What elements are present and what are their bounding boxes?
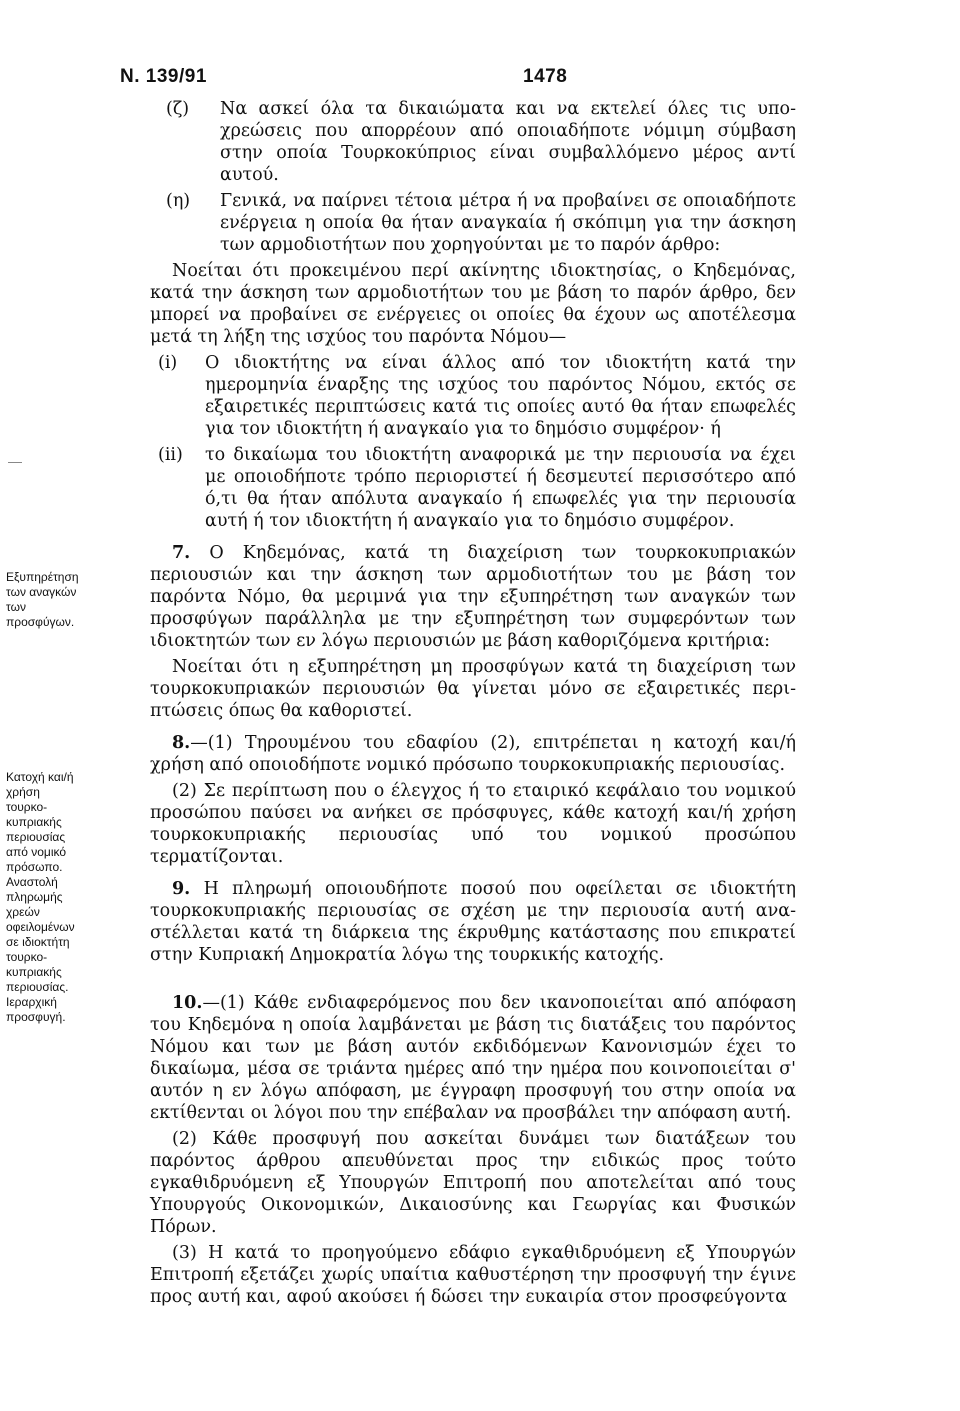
margin-note-line: των αναγκών (6, 585, 77, 599)
margin-note-line: τουρκο- (6, 800, 48, 814)
margin-note-line: περιουσίας (6, 830, 66, 844)
proviso-paragraph: Νοείται ότι προκειμένου περί ακίνητης ιδιοκτησίας, ο Κηδεμόνας, κατά την άσκηση των αρμοδιοτήτων του με βάση το παρόν άρθρο, δεν μπορεί να προβαίνει σε ενέργειες οι οποίες θα έχουν ως αποτέλεσμα μετά τη λήξη της ισχύος του παρόντα Νόμου— (150, 261, 796, 347)
section-10-2: (2) Κάθε προσφυγή που ασκείται δυνάμει των διατάξεων του παρόντος άρθρου απευθύνεται προς την ειδικώς προς τούτο εγκαθιδρυόμενη εξ Υπουργών Επιτροπή που αποτελείται από τους Υπουργούς Οικονομικών, Δικαιοσύνης και Γεωργίας και Φυσικών Πόρων. (150, 1129, 796, 1237)
margin-note-line: τουρκο- (6, 950, 48, 964)
item-label: (η) (166, 191, 191, 211)
margin-note-line: σε ιδιοκτήτη (6, 935, 70, 949)
section-10-1 (150, 992, 796, 1124)
margin-note-line: από νομικό (6, 845, 67, 859)
margin-note-line: προσφύγων. (6, 615, 75, 629)
document-body (150, 98, 796, 1308)
margin-note-services (6, 570, 126, 630)
margin-note-line: χρεών (6, 905, 40, 919)
item-z (150, 98, 796, 186)
margin-note-line: Εξυπηρέτηση (6, 570, 79, 584)
item-h (150, 190, 796, 256)
sub-item-label: (ii) (158, 445, 183, 465)
margin-note-line: χρήση (6, 785, 40, 799)
section-text: Η πληρωμή οποιουδήποτε ποσού που οφείλεται σε ιδιοκτήτη τουρκοκυπριακής περιουσίας σε σχέση με την περιουσία αυτή ανα-στέλλεται κατά τη διάρκεια της έκρυθμης κατάστασης που επικρατεί στην Κυπριακή Δημοκρατία λόγω της τουρκικής κατοχής. (150, 879, 796, 965)
margin-dash (8, 462, 22, 463)
section-8-2: (2) Σε περίπτωση που ο έλεγχος ή το εταιρικό κεφάλαιο του νομικού προσώπου παύσει να ανήκει σε πρόσφυγες, κάθε κατοχή και/ή χρήση τουρκοκυπριακής περιουσίας υπό του νομικού προσώπου τερματίζονται. (150, 781, 796, 867)
margin-note-line: κυπριακής (6, 815, 62, 829)
margin-note-line: πληρωμής (6, 890, 63, 904)
sub-item-ii (150, 444, 796, 532)
section-number: 10. (172, 993, 203, 1013)
section-number: 9. (172, 879, 191, 899)
law-number: N. 139/91 (120, 66, 207, 87)
sub-item-i (150, 352, 796, 440)
section-text: —(1) Τηρουμένου του εδαφίου (2), επιτρέπεται η κατοχή και/ή χρήση από οποιοδήποτε νομικό πρόσωπο τουρκοκυπριακής περιουσίας. (150, 733, 796, 775)
section-7-proviso: Νοείται ότι η εξυπηρέτηση μη προσφύγων κατά τη διαχείριση των τουρκοκυπριακών περιουσιών θα γίνεται μόνο σε εξαιρετικές περι-πτώσεις όπως θα καθοριστεί. (150, 657, 796, 721)
section-text: Ο Κηδεμόνας, κατά τη διαχείριση των τουρκοκυπριακών περιουσιών και την άσκηση των αρμοδιοτήτων του με βάση τον παρόντα Νόμο, θα μεριμνά για την εξυπηρέτηση των αναγκών των προσφύγων παράλληλα με την εξυπηρέτηση των συμφερόντων των ιδιοκτητών των εν λόγω περιουσιών με βάση καθοριζόμενα κριτήρια: (150, 543, 796, 651)
margin-note-occupation (6, 770, 126, 875)
sub-item-text: το δικαίωμα του ιδιοκτήτη αναφορικά με την περιουσία να έχει με οποιοδήποτε τρόπο περιοριστεί ή δεσμευτεί περισσότερο από ό,τι θα ήταν απόλυτα αναγκαίο ή επωφελές για την περιουσία αυτή ή τον ιδιοκτήτη ή αναγκαίο για το δημόσιο συμφέρον. (205, 445, 796, 531)
item-label: (ζ) (166, 99, 190, 119)
margin-notes-lower (6, 770, 126, 1025)
margin-note-line: Κατοχή και/ή (6, 770, 74, 784)
section-9 (150, 878, 796, 966)
item-text: Να ασκεί όλα τα δικαιώματα και να εκτελεί όλες τις υπο-χρεώσεις που απορρέουν από οποιαδήποτε νόμιμη σύμβαση στην οποία Τουρκοκύπριος είναι συμβαλλόμενο μέρος αντί αυτού. (220, 99, 796, 185)
section-number: 8. (172, 733, 191, 753)
sub-item-label: (i) (158, 353, 178, 373)
sub-item-text: Ο ιδιοκτήτης να είναι άλλος από τον ιδιοκτήτη κατά την ημερομηνία έναρξης της ισχύος του παρόντος Νόμου, εκτός σε εξαιρετικές περιπτώσεις κατά τις οποίες αυτό θα ήταν επωφελές για τον ιδιοκτήτη ή αναγκαίο για το δημόσιο συμφέρον· ή (205, 353, 796, 439)
margin-note-suspension (6, 875, 126, 995)
item-text: Γενικά, να παίρνει τέτοια μέτρα ή να προβαίνει σε οποιαδήποτε ενέργεια η οποία θα ήταν αναγκαία ή σκόπιμη για την άσκηση των αρμοδιοτήτων που χορηγούνται με το παρόν άρθρο: (220, 191, 796, 255)
margin-note-line: Αναστολή (6, 875, 58, 889)
margin-note-appeal (6, 995, 126, 1025)
margin-note-line: περιουσίας. (6, 980, 69, 994)
margin-note-line: προσφυγή. (6, 1010, 66, 1024)
section-7 (150, 542, 796, 652)
margin-note-line: οφειλομένων (6, 920, 75, 934)
margin-note-line: κυπριακής (6, 965, 62, 979)
page-number: 1478 (523, 66, 568, 87)
section-8-1 (150, 732, 796, 776)
section-number: 7. (172, 543, 191, 563)
section-text: —(1) Κάθε ενδιαφερόμενος που δεν ικανοποιείται από απόφαση του Κηδεμόνα η οποία λαμβάνεται με βάση τις διατάξεις του παρόντος Νόμου και των με βάση αυτόν εκδιδόμενων Κανονισμών έχει το δικαίωμα, μέσα σε τριάντα ημέρες από την ημέρα που κοινοποιείται σ' αυτόν η εν λόγω απόφαση, με έγγραφη προσφυγή του στην οποία να εκτίθενται οι λόγοι που την επέβαλαν να προσβάλει την απόφαση αυτή. (150, 993, 796, 1123)
margin-note-line: Ιεραρχική (6, 995, 57, 1009)
margin-note-line: πρόσωπο. (6, 860, 63, 874)
margin-note-line: των (6, 600, 26, 614)
section-10-3: (3) Η κατά το προηγούμενο εδάφιο εγκαθιδρυόμενη εξ Υπουργών Επιτροπή εξετάζει χωρίς υπαίτια καθυστέρηση την προσφυγή την έγινε προς αυτή και, αφού ακούσει ή δώσει την ευκαιρία στον προσφεύγοντα (150, 1243, 796, 1307)
